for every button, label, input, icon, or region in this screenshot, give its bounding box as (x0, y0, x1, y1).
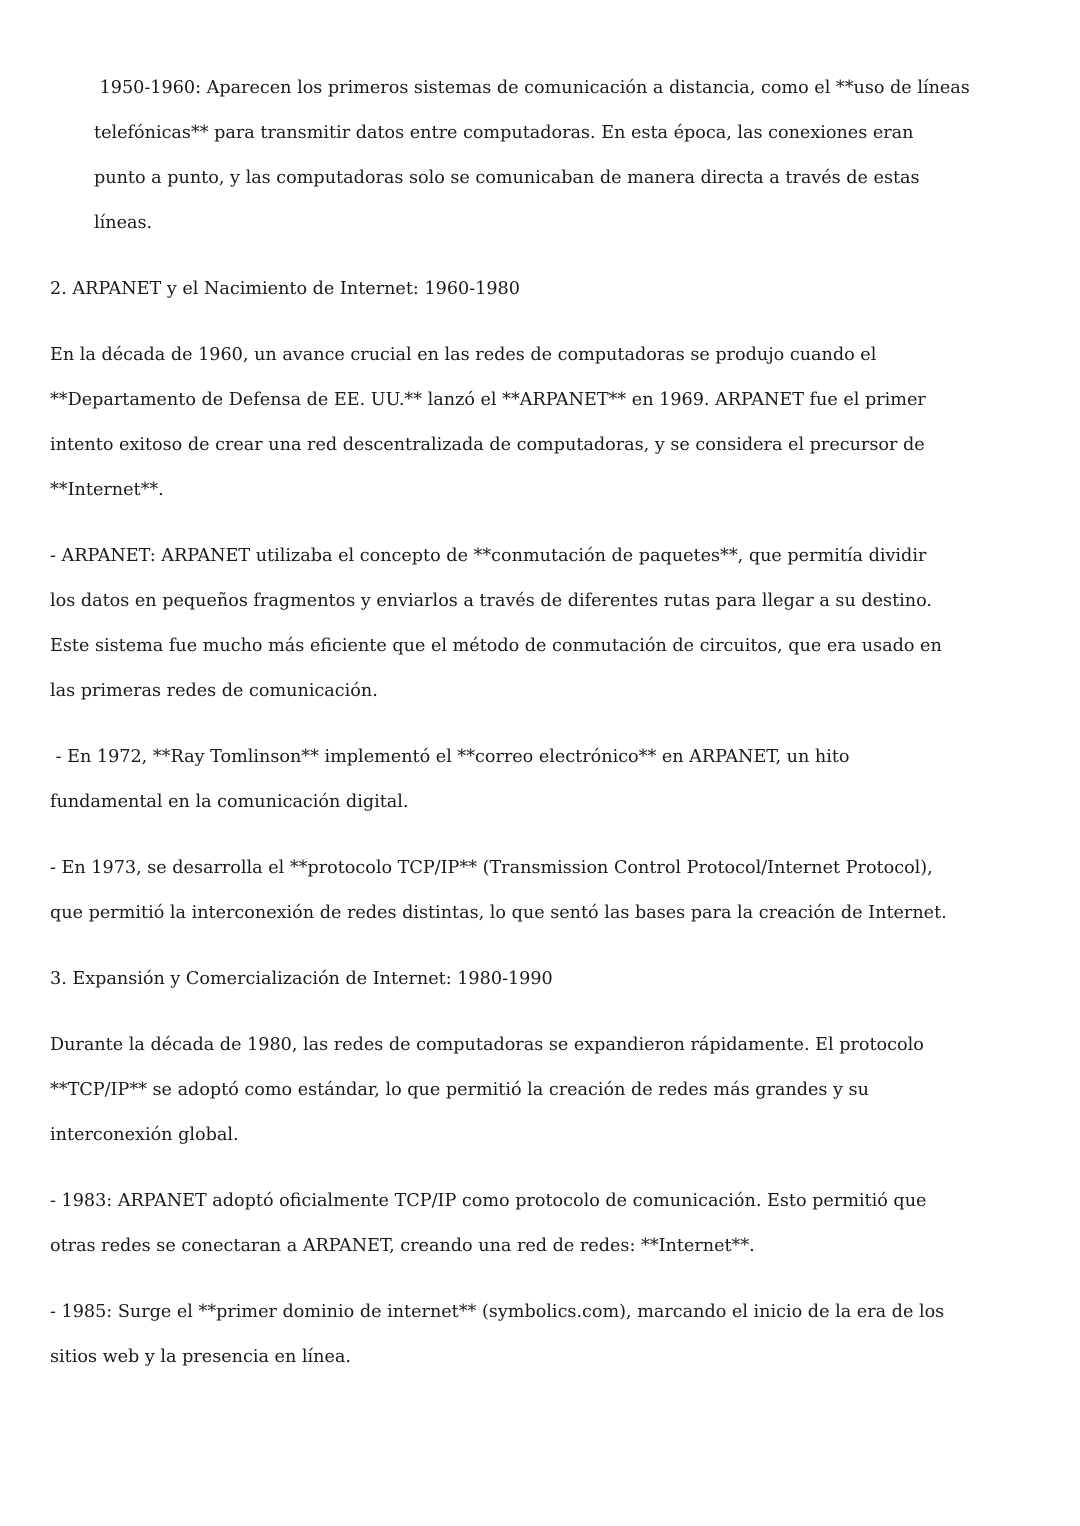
section-3-heading: 3. Expansión y Comercialización de Internet: 1980-1990 (50, 969, 553, 989)
text-line: que permitió la interconexión de redes distintas, lo que sentó las bases para la creación de Internet. (50, 903, 947, 923)
text-line: sitios web y la presencia en línea. (50, 1347, 351, 1367)
section-heading (50, 957, 1040, 1002)
text-line: las primeras redes de comunicación. (50, 681, 378, 701)
text-line: interconexión global. (50, 1125, 239, 1145)
text-line: Este sistema fue mucho más eficiente que el método de conmutación de circuitos, que era usado en (50, 636, 942, 656)
text-line: otras redes se conectaran a ARPANET, creando una red de redes: **Internet**. (50, 1236, 755, 1256)
text-line: intento exitoso de crear una red descentralizada de computadoras, y se considera el precursor de (50, 435, 925, 455)
text-line: líneas. (94, 213, 153, 233)
text-line: los datos en pequeños fragmentos y enviarlos a través de diferentes rutas para llegar a su destino. (50, 591, 932, 611)
document-body (50, 66, 1040, 1401)
section-heading (50, 267, 1040, 312)
paragraph (50, 1179, 1040, 1269)
section-2-heading: 2. ARPANET y el Nacimiento de Internet: 1960-1980 (50, 279, 520, 299)
text-line: En la década de 1960, un avance crucial en las redes de computadoras se produjo cuando el (50, 345, 877, 365)
paragraph (50, 333, 1040, 513)
text-line: 1950-1960: Aparecen los primeros sistemas de comunicación a distancia, como el **uso de líneas (94, 78, 970, 98)
intro-paragraph (50, 66, 1040, 246)
text-line: **TCP/IP** se adoptó como estándar, lo que permitió la creación de redes más grandes y su (50, 1080, 869, 1100)
text-line: telefónicas** para transmitir datos entre computadoras. En esta época, las conexiones eran (94, 123, 914, 143)
text-line: **Internet**. (50, 480, 164, 500)
text-line: Durante la década de 1980, las redes de computadoras se expandieron rápidamente. El protocolo (50, 1035, 924, 1055)
text-line: fundamental en la comunicación digital. (50, 792, 409, 812)
text-line: - ARPANET: ARPANET utilizaba el concepto de **conmutación de paquetes**, que permitía dividir (50, 546, 927, 566)
text-line: - 1983: ARPANET adoptó oficialmente TCP/IP como protocolo de comunicación. Esto permitió que (50, 1191, 927, 1211)
paragraph (50, 735, 1040, 825)
paragraph (50, 1290, 1040, 1380)
paragraph (50, 846, 1040, 936)
text-line: punto a punto, y las computadoras solo se comunicaban de manera directa a través de estas (94, 168, 920, 188)
text-line: - 1985: Surge el **primer dominio de internet** (symbolics.com), marcando el inicio de la era de los (50, 1302, 945, 1322)
paragraph (50, 1023, 1040, 1158)
text-line: - En 1972, **Ray Tomlinson** implementó el **correo electrónico** en ARPANET, un hito (50, 747, 850, 767)
text-line: **Departamento de Defensa de EE. UU.** lanzó el **ARPANET** en 1969. ARPANET fue el primer (50, 390, 926, 410)
text-line: - En 1973, se desarrolla el **protocolo TCP/IP** (Transmission Control Protocol/Internet Protocol), (50, 858, 933, 878)
paragraph (50, 534, 1040, 714)
